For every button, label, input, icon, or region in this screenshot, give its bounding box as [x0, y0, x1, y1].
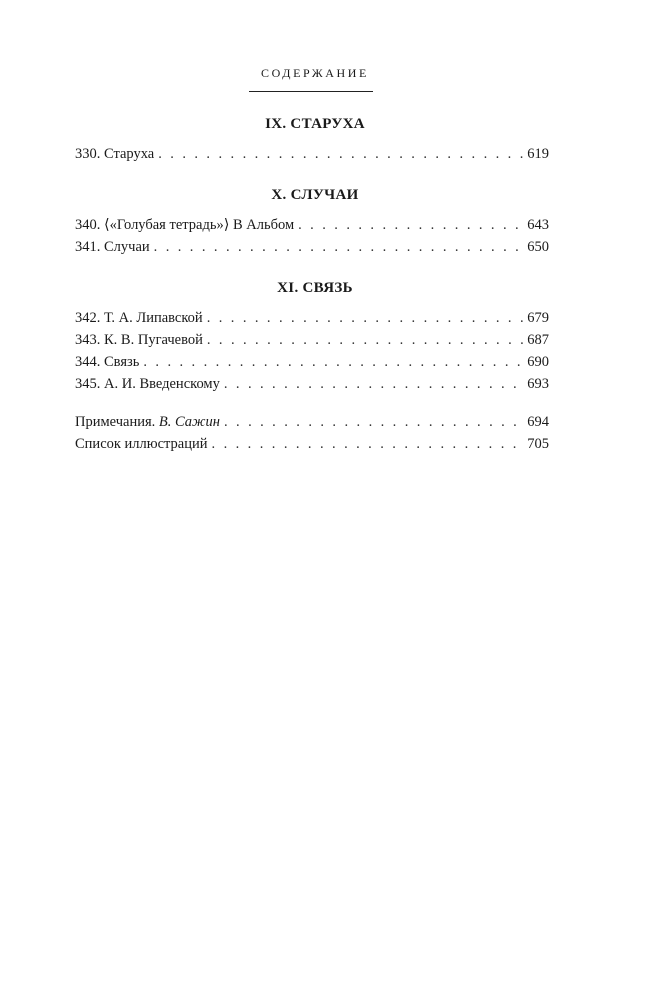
- toc-entry-page: 619: [527, 146, 549, 162]
- dot-leader: [224, 374, 525, 394]
- dot-leader: [207, 330, 525, 350]
- dot-leader: [298, 215, 525, 235]
- toc-entry-label: 342. Т. А. Липавской: [75, 310, 203, 326]
- toc-entry: [75, 237, 549, 257]
- dot-leader: [207, 308, 526, 328]
- notes-label: Примечания.: [75, 414, 156, 430]
- toc-entry-label: 340. ⟨«Голубая тетрадь»⟩ В Альбом: [75, 217, 295, 233]
- toc-entry-page: 705: [527, 436, 549, 452]
- toc-entry-page: 643: [527, 217, 549, 233]
- toc-entry-page: 694: [527, 414, 549, 430]
- toc-entry-label: 343. К. В. Пугачевой: [75, 332, 203, 348]
- toc-entry: [75, 330, 549, 350]
- toc-entry-label: 345. А. И. Введенскому: [75, 376, 220, 392]
- running-head: СОДЕРЖАНИЕ: [261, 66, 369, 80]
- toc-entry-page: 679: [527, 310, 549, 326]
- dot-leader: [154, 237, 526, 257]
- toc-entry-notes: [75, 412, 549, 432]
- dot-leader: [212, 434, 526, 454]
- toc-entry-label: 330. Старуха: [75, 146, 155, 162]
- toc-entry-page: 693: [527, 376, 549, 392]
- section-title-x: X. СЛУЧАИ: [271, 187, 359, 203]
- toc-entry-label: 344. Связь: [75, 354, 140, 370]
- section-title-xi: XI. СВЯЗЬ: [277, 280, 353, 296]
- toc-entry: [75, 215, 549, 235]
- toc-entry-label: Список иллюстраций: [75, 436, 208, 452]
- running-head-rule: [249, 91, 373, 92]
- dot-leader: [158, 144, 525, 164]
- toc-entry-illustrations: [75, 434, 549, 454]
- toc-entry: [75, 308, 549, 328]
- dot-leader: [143, 352, 525, 372]
- toc-entry-page: 690: [527, 354, 549, 370]
- notes-author: В. Сажин: [158, 414, 220, 430]
- toc-entry-page: 687: [527, 332, 549, 348]
- toc-entry: [75, 144, 549, 164]
- toc-entry-label: 341. Случаи: [75, 239, 150, 255]
- toc-entry-label: [75, 412, 224, 432]
- toc-entry-page: 650: [527, 239, 549, 255]
- toc-entry: [75, 374, 549, 394]
- dot-leader: [224, 412, 525, 432]
- toc-entry: [75, 352, 549, 372]
- section-title-ix: IX. СТАРУХА: [265, 116, 365, 132]
